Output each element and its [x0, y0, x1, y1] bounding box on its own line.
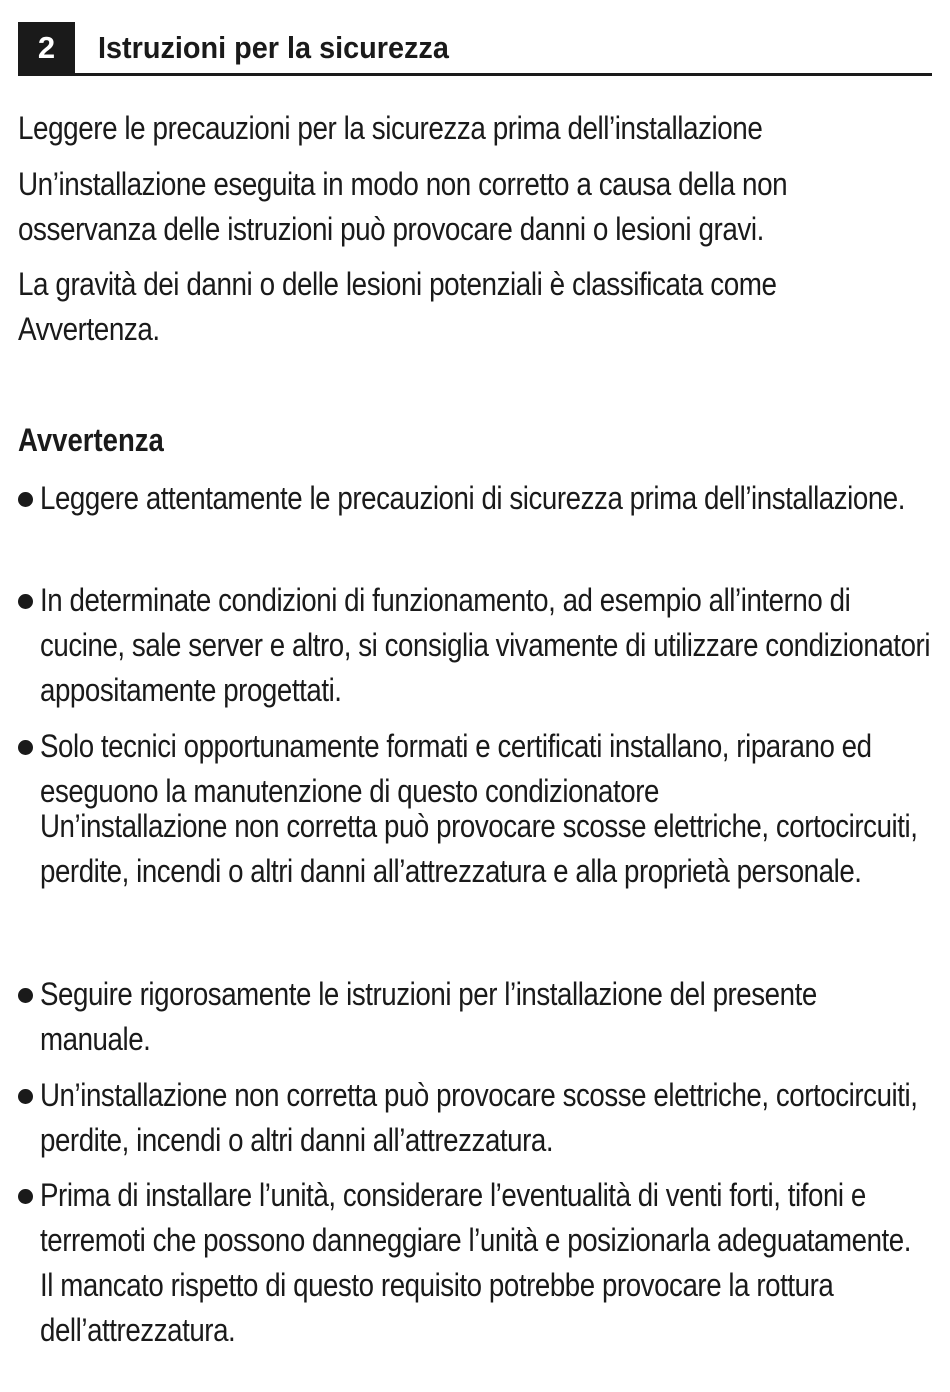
intro-paragraph: Leggere le precauzioni per la sicurezza prima dell’installazione: [18, 110, 763, 146]
list-item-text: Prima di installare l’unità, considerare l’eventualità di venti forti, tifoni e terremoti che possono danneggiare l’unità e posizionarla adeguatamente. Il mancato rispetto di questo requisito potrebbe provocare la rottura dell’attrezzatura.: [40, 1177, 912, 1348]
list-item-text: Solo tecnici opportunamente formati e certificati installano, riparano ed eseguono la manutenzione di questo condizionatore: [40, 728, 872, 809]
bullet-icon: [18, 988, 33, 1003]
intro-paragraph: Un’installazione eseguita in modo non corretto a causa della non osservanza delle istruzioni può provocare danni o lesioni gravi.: [18, 166, 788, 247]
section-number: 2: [18, 22, 75, 73]
bullet-icon: [18, 1089, 33, 1104]
section-header: [18, 22, 932, 76]
list-item-text: Un’installazione non corretta può provocare scosse elettriche, cortocircuiti, perdite, incendi o altri danni all’attrezzatura.: [40, 1077, 918, 1158]
intro-paragraph: La gravità dei danni o delle lesioni potenziali è classificata come Avvertenza.: [18, 266, 777, 347]
bullet-icon: [18, 492, 33, 507]
section-title: Istruzioni per la sicurezza: [98, 30, 449, 65]
list-item-text: Leggere attentamente le precauzioni di sicurezza prima dell’installazione.: [40, 480, 906, 516]
list-item-text: Seguire rigorosamente le istruzioni per l’installazione del presente manuale.: [40, 976, 817, 1057]
bullet-icon: [18, 1189, 33, 1204]
warning-heading: Avvertenza: [18, 422, 164, 458]
list-item-text: In determinate condizioni di funzionamento, ad esempio all’interno di cucine, sale server e altro, si consiglia vivamente di utilizzare condizionatori appositamente progettati.: [40, 582, 931, 708]
bullet-icon: [18, 594, 33, 609]
list-item-note: Un’installazione non corretta può provocare scosse elettriche, cortocircuiti, perdite, incendi o altri danni all’attrezzatura e alla proprietà personale.: [40, 808, 918, 889]
bullet-icon: [18, 740, 33, 755]
